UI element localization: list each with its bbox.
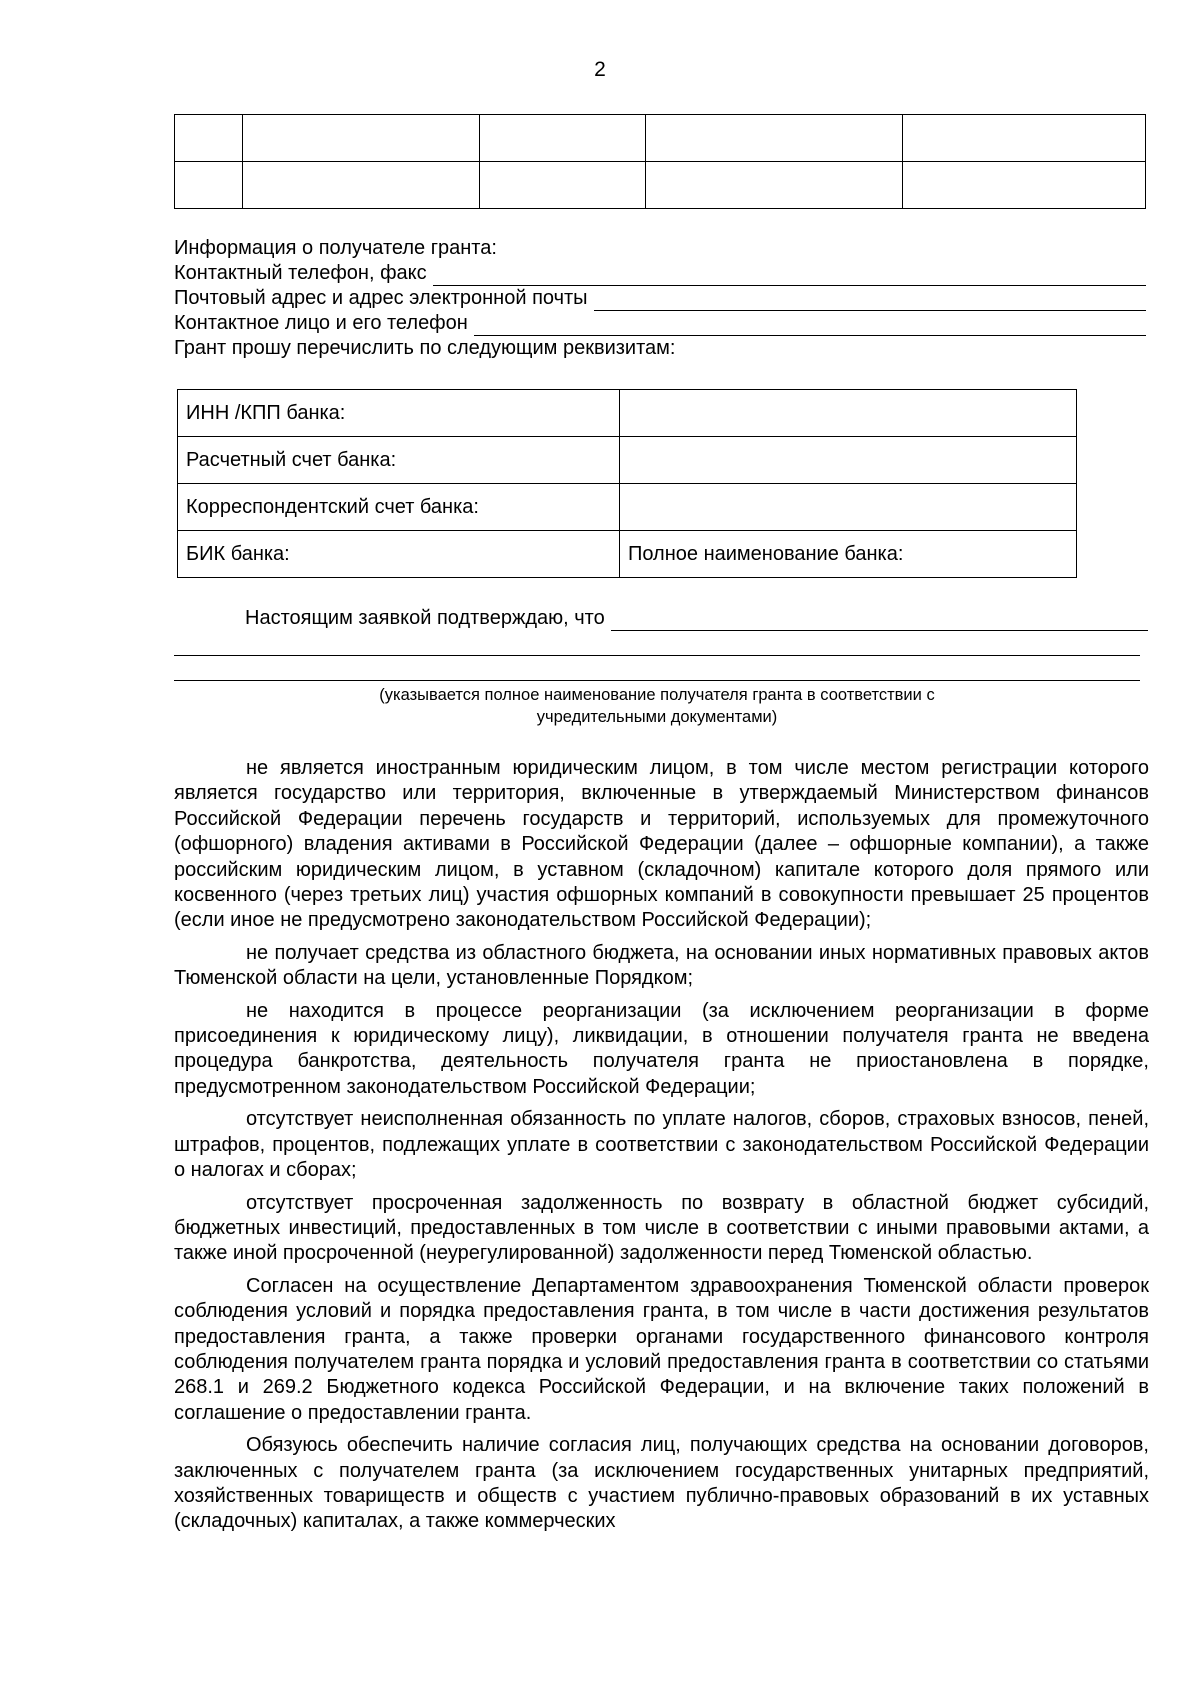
paragraph-no-overdue-debt: отсутствует просроченная задолженность по возврату в областной бюджет субсидий, бюджетных инвестиций, предоставленных в том числе в соответствии с иными правовыми актами, а также иной просроченной (неурегулированной) задолженности перед Тюменской областью. [174, 1191, 1149, 1265]
table-cell [480, 162, 646, 209]
phone-fax-label: Контактный телефон, факс [174, 262, 427, 284]
table-row [178, 437, 1077, 484]
paragraph-not-foreign-entity: не является иностранным юридическим лицом, в том числе местом регистрации которого является государство или территория, включенные в утверждаемый Министерством финансов Российской Федерации перечень государств и территорий, используемых для промежуточного (офшорного) владения активами в Российской Федерации (далее – офшорные компании), а также российским юридическим лицом, в уставном (складочном) капитале которого доля прямого или косвенного (через третьих лиц) участия офшорных компаний в совокупности превышает 25 процентов (если иное не предусмотрено законодательством Российской Федерации); [174, 757, 1149, 932]
note-line-1: (указывается полное наименование получателя гранта в соответствии с [379, 686, 935, 704]
table-cell [646, 162, 903, 209]
paragraph-not-in-reorganization: не находится в процессе реорганизации (за исключением реорганизации в форме присоединения к юридическому лицу), ликвидации, в отношении получателя гранта не введена процедура банкротства, деятельность получателя гранта не приостановлена в порядке, предусмотренном законодательством Российской Федерации; [174, 999, 1149, 1098]
address-email-label: Почтовый адрес и адрес электронной почты [174, 287, 588, 309]
table-cell [903, 162, 1146, 209]
paragraph-no-regional-budget-funds: не получает средства из областного бюджета, на основании иных нормативных правовых актов Тюменской области на цели, установленные Порядком; [174, 941, 1149, 990]
paragraph-consent-to-inspections: Согласен на осуществление Департаментом здравоохранения Тюменской области проверок соблюдения условий и порядка предоставления гранта, в том числе в части достижения результатов предоставления гранта, а также проверки органами государственного финансового контроля соблюдения получателем гранта порядка и условий предоставления гранта в соответствии со статьями 268.1 и 269.2 Бюджетного кодекса Российской Федерации, и на включение таких положений в соглашение о предоставлении гранта. [174, 1274, 1149, 1424]
address-email-row [174, 286, 1146, 311]
recipient-name-note [174, 684, 1140, 728]
table-row [175, 162, 1146, 209]
table-cell [243, 162, 480, 209]
table-cell [175, 115, 243, 162]
address-email-field[interactable] [594, 291, 1146, 311]
bank-details-table [177, 389, 1077, 578]
corr-account-label: Корреспондентский счет банка: [178, 484, 620, 531]
table-row [175, 115, 1146, 162]
table-row [178, 531, 1077, 578]
table-row [178, 390, 1077, 437]
table-cell [243, 115, 480, 162]
phone-fax-row [174, 261, 1146, 286]
recipient-name-line-2[interactable] [174, 655, 1140, 656]
top-table [174, 114, 1146, 209]
contact-person-row [174, 311, 1146, 336]
note-line-2: учредительными документами) [536, 708, 778, 726]
bik-label: БИК банка: [178, 531, 620, 578]
account-value[interactable] [620, 437, 1077, 484]
table-cell [175, 162, 243, 209]
page-number: 2 [594, 58, 606, 81]
inn-kpp-value[interactable] [620, 390, 1077, 437]
confirmation-row [245, 606, 1148, 631]
recipient-name-line-3[interactable] [174, 680, 1140, 681]
contact-person-field[interactable] [474, 316, 1146, 336]
recipient-name-field[interactable] [611, 611, 1148, 631]
declaration-body [174, 756, 1149, 1542]
bank-name-label: Полное наименование банка: [620, 531, 1077, 578]
requisites-label: Грант прошу перечислить по следующим реквизитам: [174, 337, 676, 359]
table-cell [480, 115, 646, 162]
corr-account-value[interactable] [620, 484, 1077, 531]
paragraph-no-tax-debt: отсутствует неисполненная обязанность по уплате налогов, сборов, страховых взносов, пеней, штрафов, процентов, подлежащих уплате в соответствии с законодательством Российской Федерации о налогах и сборах; [174, 1108, 1149, 1182]
table-row [178, 484, 1077, 531]
account-label: Расчетный счет банка: [178, 437, 620, 484]
table-cell [903, 115, 1146, 162]
inn-kpp-label: ИНН /КПП банка: [178, 390, 620, 437]
recipient-info-heading: Информация о получателе гранта: [174, 237, 497, 259]
confirmation-lead: Настоящим заявкой подтверждаю, что [245, 607, 605, 629]
contact-person-label: Контактное лицо и его телефон [174, 312, 468, 334]
phone-fax-field[interactable] [433, 266, 1146, 286]
paragraph-obligation-consent: Обязуюсь обеспечить наличие согласия лиц, получающих средства на основании договоров, заключенных с получателем гранта (за исключением государственных унитарных предприятий, хозяйственных товариществ и обществ с участием публично-правовых образований в их уставных (складочных) капиталах, а также коммерческих [174, 1434, 1149, 1533]
table-cell [646, 115, 903, 162]
